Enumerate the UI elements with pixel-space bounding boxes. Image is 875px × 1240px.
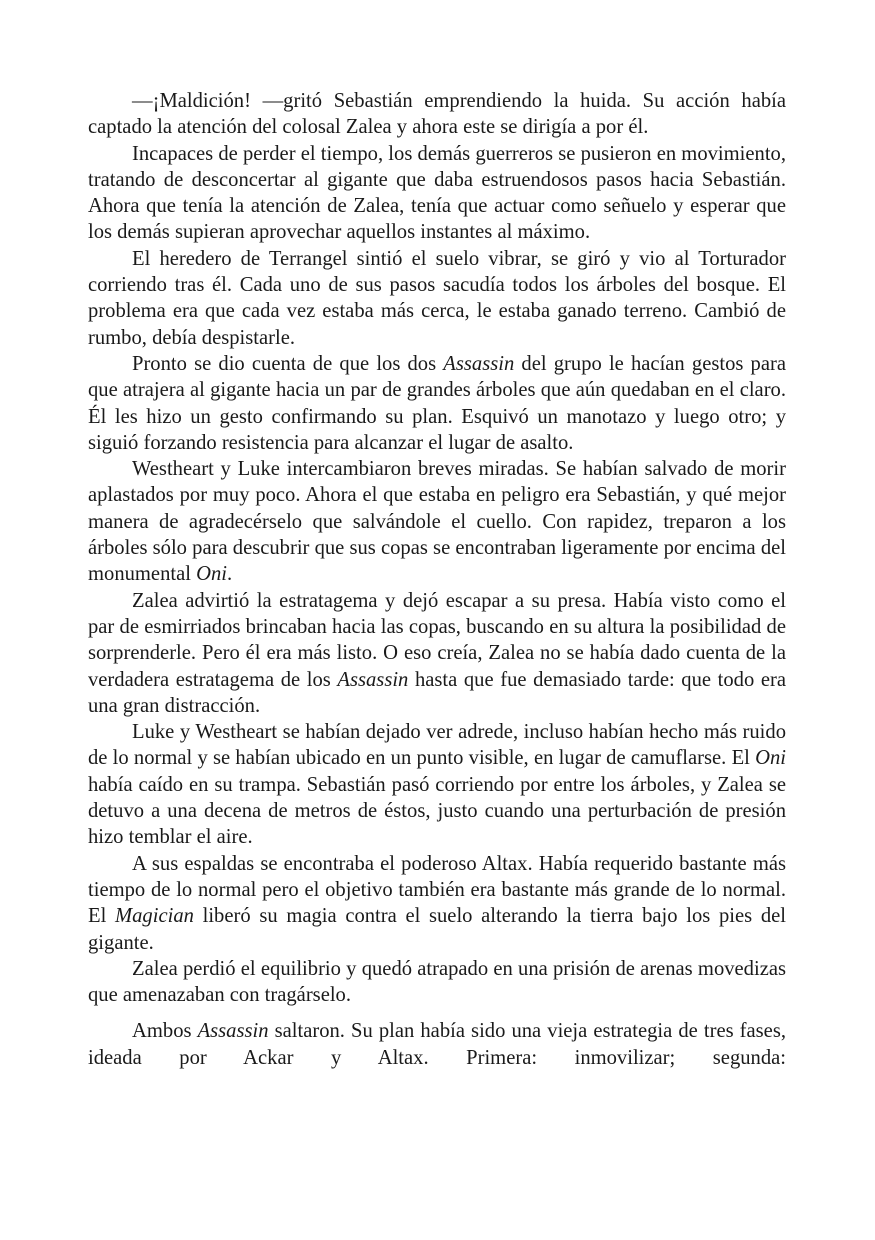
paragraph-4-text-a: Pronto se dio cuenta de que los dos <box>132 352 444 375</box>
paragraph-4-text-b: del grupo le hacían gestos para que atrajera al gigante hacia un par de grandes árboles que aún quedaban en el claro. Él les hizo un gesto confirmando su plan. Esquivó un manotazo y luego otro; y siguió forzando resistencia para alcanzar el lugar de asalto. <box>88 352 786 454</box>
paragraph-2-text: Incapaces de perder el tiempo, los demás guerreros se pusieron en movimiento, tratando de desconcertar al gigante que daba estruendosos pasos hacia Sebastián. Ahora que tenía la atención de Zalea, tenía que actuar como señuelo y esperar que los demás supieran aprovechar aquellos instantes al máximo. <box>88 142 786 244</box>
paragraph-9 <box>88 956 786 1009</box>
paragraph-3-text: El heredero de Terrangel sintió el suelo vibrar, se giró y vio al Torturador corriendo tras él. Cada uno de sus pasos sacudía todos los árboles del bosque. El problema era que cada vez estaba más cerca, le estaba ganado terreno. Cambió de rumbo, debía despistarle. <box>88 247 786 349</box>
paragraph-5-text-b: . <box>227 563 233 586</box>
book-page <box>88 88 786 1071</box>
paragraph-8-text-b: liberó su magia contra el suelo alterando la tierra bajo los pies del gigante. <box>88 905 786 954</box>
paragraph-7-text-b: había caído en su trampa. Sebastián pasó corriendo por entre los árboles, y Zalea se detuvo a una decena de metros de éstos, justo cuando una perturbación de presión hizo temblar el aire. <box>88 773 786 849</box>
paragraph-8-italic-magician: Magician <box>114 905 194 928</box>
paragraph-10 <box>88 1018 786 1071</box>
paragraph-5-text-a: Westheart y Luke intercambiaron breves miradas. Se habían salvado de morir aplastados por muy poco. Ahora el que estaba en peligro era Sebastián, y qué mejor manera de agradecérselo que salvándole el cuello. Con rapidez, treparon a los árboles sólo para descubrir que sus copas se encontraban ligeramente por encima del monumental <box>88 458 786 586</box>
paragraph-7 <box>88 719 786 850</box>
paragraph-10-text-a: Ambos <box>132 1020 198 1043</box>
paragraph-7-italic-oni: Oni <box>755 747 786 770</box>
paragraph-6-text-b: hasta que fue demasiado tarde: que todo era una gran distracción. <box>88 668 786 717</box>
paragraph-10-italic-assassin: Assassin <box>197 1020 269 1043</box>
paragraph-2 <box>88 141 786 246</box>
paragraph-1 <box>88 88 786 141</box>
paragraph-3 <box>88 246 786 351</box>
paragraph-5-italic-oni: Oni <box>196 563 227 586</box>
paragraph-5 <box>88 456 786 587</box>
paragraph-4-italic-assassin: Assassin <box>443 352 515 375</box>
paragraph-4 <box>88 351 786 456</box>
paragraph-7-text-a: Luke y Westheart se habían dejado ver adrede, incluso habían hecho más ruido de lo normal y se habían ubicado en un punto visible, en lugar de camuflarse. El <box>88 721 786 770</box>
paragraph-10-text-b: saltaron. Su plan había sido una vieja estrategia de tres fases, ideada por Ackar y Altax. Primera: inmovilizar; segunda: <box>88 1020 786 1069</box>
paragraph-1-text: —¡Maldición! —gritó Sebastián emprendiendo la huida. Su acción había captado la atención del colosal Zalea y ahora este se dirigía a por él. <box>88 90 786 139</box>
paragraph-8-text-a: A sus espaldas se encontraba el poderoso Altax. Había requerido bastante más tiempo de lo normal pero el objetivo también era bastante más grande de lo normal. El <box>88 852 786 928</box>
paragraph-9-text: Zalea perdió el equilibrio y quedó atrapado en una prisión de arenas movedizas que amenazaban con tragárselo. <box>88 957 786 1007</box>
paragraph-6-text-a: Zalea advirtió la estratagema y dejó escapar a su presa. Había visto como el par de esmirriados brincaban hacia las copas, buscando en su altura la posibilidad de sorprenderle. Pero él era más listo. O eso creía, Zalea no se había dado cuenta de la verdadera estratagema de los <box>88 589 786 691</box>
paragraph-6-italic-assassin: Assassin <box>337 668 409 691</box>
paragraph-6 <box>88 588 786 719</box>
paragraph-8 <box>88 851 786 956</box>
